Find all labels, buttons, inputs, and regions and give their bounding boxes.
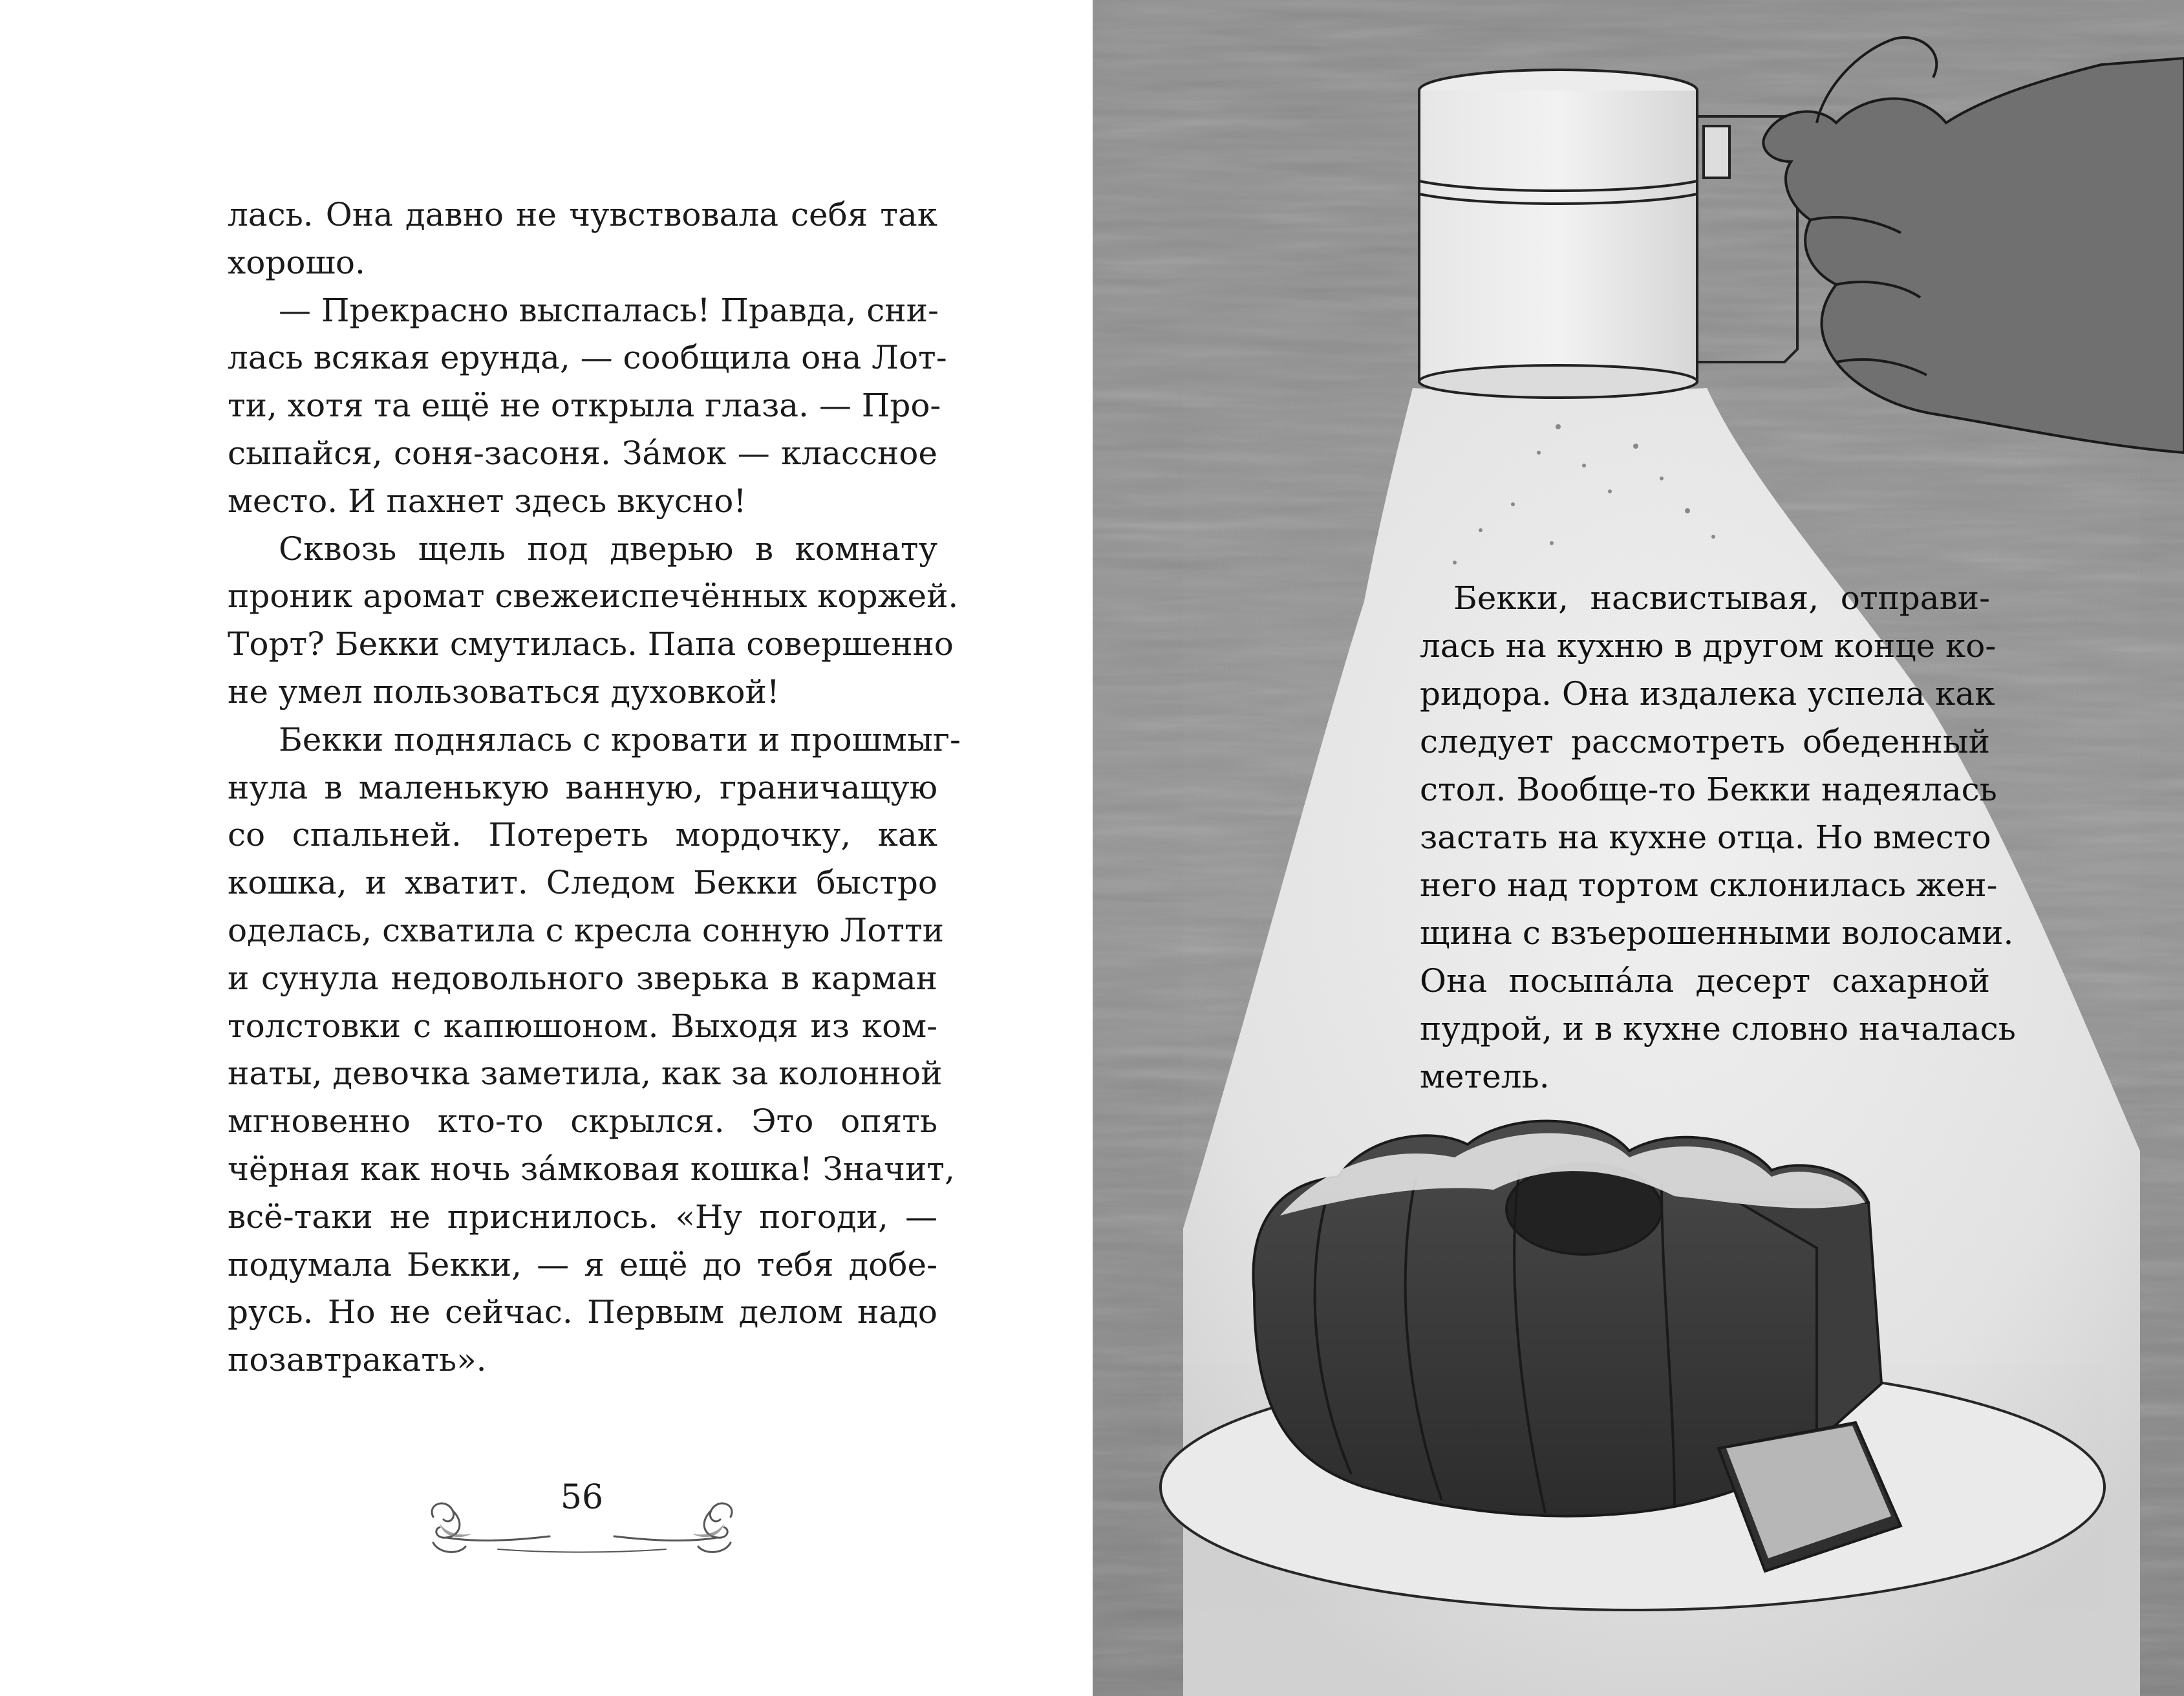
page-footer: [420, 1478, 744, 1569]
text-line: стол. Вообще-то Бекки надеялась: [1420, 771, 1997, 808]
text-line: позавтракать».: [228, 1341, 487, 1379]
left-page-text: [228, 191, 961, 1384]
text-line: всё-таки не приснилось. «Ну погоди, —: [228, 1197, 937, 1236]
text-line: сыпайся, соня-засоня. За́мок — классное: [228, 434, 937, 472]
text-line: ти, хотя та ещё не открыла глаза. — Про-: [228, 387, 941, 425]
text-line: нула в маленькую ванную, граничащую: [228, 768, 937, 806]
text-line: застать на кухне отца. Но вместо: [1420, 819, 1991, 856]
text-line: чёрная как ночь за́мковая кошка! Значит,: [228, 1150, 955, 1188]
right-page-text: [1420, 574, 2016, 1100]
text-line: не умел пользоваться духовкой!: [228, 672, 780, 711]
text-line: пудрой, и в кухне словно началась: [1420, 1010, 2016, 1047]
text-line: Она посыпа́ла десерт сахарной: [1420, 962, 1990, 1000]
text-line: кошка, и хватит. Следом Бекки быстро: [228, 864, 937, 902]
text-line: Сквозь щель под дверью в комнату: [279, 530, 937, 568]
text-line: него над тортом склонилась жен-: [1420, 866, 1998, 904]
text-line: метель.: [1420, 1058, 1550, 1095]
text-line: мгновенно кто-то скрылся. Это опять: [228, 1102, 937, 1141]
text-line: русь. Но не сейчас. Первым делом надо: [228, 1293, 937, 1331]
text-line: подумала Бекки, — я ещё до тебя добе-: [228, 1245, 937, 1283]
text-line: — Прекрасно выспалась! Правда, сни-: [279, 291, 939, 329]
text-line: и сунула недовольного зверька в карман: [228, 959, 937, 997]
text-line: оделась, схватила с кресла сонную Лотти: [228, 911, 944, 949]
text-line: лась. Она давно не чувствовала себя так: [228, 196, 937, 233]
text-line: наты, девочка заметила, как за колонной: [228, 1055, 943, 1093]
text-line: Бекки поднялась с кровати и прошмыг-: [279, 720, 961, 758]
text-line: лась всякая ерунда, — сообщила она Лот-: [228, 339, 947, 377]
page-number: 56: [560, 1478, 604, 1517]
text-line: Торт? Бекки смутилась. Папа совершенно: [228, 625, 954, 663]
text-line: проник аромат свежеиспечённых коржей.: [228, 577, 959, 616]
text-line: со спальней. Потереть мордочку, как: [228, 816, 937, 854]
text-line: следует рассмотреть обеденный: [1420, 723, 1990, 760]
text-line: лась на кухню в другом конце ко-: [1420, 627, 1997, 665]
text-line: толстовки с капюшоном. Выходя из ком-: [228, 1007, 937, 1045]
text-line: щина с взъерошенными волосами.: [1420, 914, 2014, 952]
text-line: Бекки, насвистывая, отправи-: [1453, 579, 1990, 617]
text-line: хорошо.: [228, 243, 365, 281]
text-line: место. И пахнет здесь вкусно!: [228, 482, 747, 520]
text-line: ридора. Она издалека успела как: [1420, 675, 1995, 713]
